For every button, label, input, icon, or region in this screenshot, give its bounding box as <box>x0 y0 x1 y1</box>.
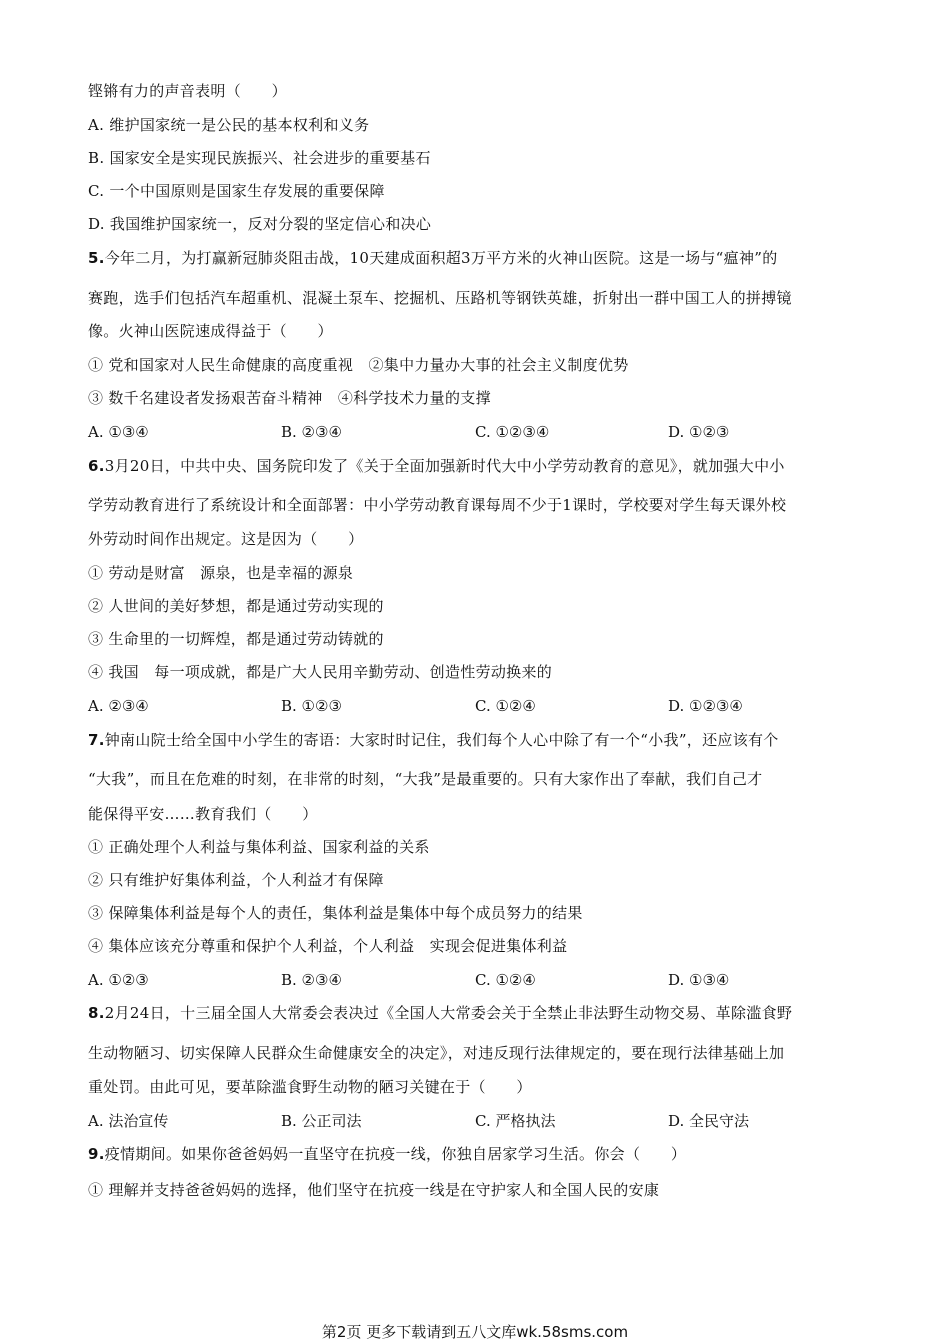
q5-statement-1: ① 党和国家对人民生命健康的高度重视 ②集中力量办大事的社会主义制度优势 <box>88 356 629 374</box>
q6-choice-c: C. ①②④ <box>475 697 536 715</box>
q9-statement-1: ① 理解并支持爸爸妈妈的选择，他们坚守在抗疫一线是在守护家人和全国人民的安康 <box>88 1181 660 1199</box>
q5-stem-line-3: 像。火神山医院速成得益于（ ） <box>88 322 333 340</box>
q4-option-c: C. 一个中国原则是国家生存发展的重要保障 <box>88 182 385 200</box>
q6-statement-4: ④ 我国 每一项成就，都是广大人民用辛勤劳动、创造性劳动换来的 <box>88 663 553 681</box>
q7-choice-b: B. ②③④ <box>281 971 342 989</box>
q9-number: 9. <box>88 1145 105 1163</box>
q7-stem-line-1: 7.钟南山院士给全国中小学生的寄语：大家时时记住，我们每个人心中除了有一个“小我”，还应该有个 <box>88 731 779 749</box>
q9-stem-line-1: 9.疫情期间。如果你爸爸妈妈一直坚守在抗疫一线，你独自居家学习生活。你会（ ） <box>88 1145 687 1163</box>
q7-statement-3: ③ 保障集体利益是每个人的责任，集体利益是集体中每个成员努力的结果 <box>88 904 583 922</box>
q6-stem-line-1: 6.3月20日，中共中央、国务院印发了《关于全面加强新时代大中小学劳动教育的意见》，就加强大中小 <box>88 457 785 475</box>
q5-choice-b: B. ②③④ <box>281 423 342 441</box>
q6-choice-d: D. ①②③④ <box>668 697 743 715</box>
q6-statement-3: ③ 生命里的一切辉煌，都是通过劳动铸就的 <box>88 630 384 648</box>
q5-choice-c: C. ①②③④ <box>475 423 550 441</box>
q6-choice-b: B. ①②③ <box>281 697 342 715</box>
q6-statement-1: ① 劳动是财富 源泉，也是幸福的源泉 <box>88 564 354 582</box>
q7-stem-line-3: 能保得平安……教育我们（ ） <box>88 805 318 823</box>
page-footer: 第2页 更多下载请到五八文库wk.58sms.com <box>321 1323 629 1341</box>
q7-choice-a: A. ①②③ <box>88 971 149 989</box>
q4-option-a: A. 维护国家统一是公民的基本权利和义务 <box>88 116 370 134</box>
q5-statement-2: ③ 数千名建设者发扬艰苦奋斗精神 ④科学技术力量的支撑 <box>88 389 491 407</box>
q6-stem-line-3: 外劳动时间作出规定。这是因为（ ） <box>88 530 364 548</box>
q4-stem-tail: 铿锵有力的声音表明（ ） <box>88 82 287 100</box>
q8-choice-c: C. 严格执法 <box>475 1112 556 1130</box>
q8-number: 8. <box>88 1004 105 1022</box>
q5-choice-a: A. ①③④ <box>88 423 149 441</box>
q7-statement-1: ① 正确处理个人利益与集体利益、国家利益的关系 <box>88 838 430 856</box>
q7-choice-c: C. ①②④ <box>475 971 536 989</box>
q4-option-b: B. 国家安全是实现民族振兴、社会进步的重要基石 <box>88 149 431 167</box>
q4-option-d: D. 我国维护国家统一，反对分裂的坚定信心和决心 <box>88 215 432 233</box>
q8-choice-d: D. 全民守法 <box>668 1112 750 1130</box>
q6-statement-2: ② 人世间的美好梦想，都是通过劳动实现的 <box>88 597 384 615</box>
q5-choices <box>88 422 868 442</box>
q8-choice-a: A. 法治宣传 <box>88 1112 169 1130</box>
q7-choices <box>88 970 868 990</box>
q5-stem-line-2: 赛跑，选手们包括汽车超重机、混凝土泵车、挖掘机、压路机等钢铁英雄，折射出一群中国工人的拼搏镜 <box>88 289 792 307</box>
q6-number: 6. <box>88 457 105 475</box>
q8-stem-line-1: 8.2月24日，十三届全国人大常委会表决过《全国人大常委会关于全禁止非法野生动物交易、革除滥食野 <box>88 1004 793 1022</box>
q8-choice-b: B. 公正司法 <box>281 1112 362 1130</box>
q5-number: 5. <box>88 249 105 267</box>
q7-choice-d: D. ①③④ <box>668 971 730 989</box>
q8-stem-line-3: 重处罚。由此可见，要革除滥食野生动物的陋习关键在于（ ） <box>88 1078 532 1096</box>
q7-stem-line-2: “大我”，而且在危难的时刻，在非常的时刻，“大我”是最重要的。只有大家作出了奉献，我们自己才 <box>88 770 763 788</box>
q6-choice-a: A. ②③④ <box>88 697 149 715</box>
q7-number: 7. <box>88 731 105 749</box>
q8-choices <box>88 1111 868 1131</box>
q6-stem-line-2: 学劳动教育进行了系统设计和全面部署：中小学劳动教育课每周不少于1课时，学校要对学生每天课外校 <box>88 496 787 514</box>
q6-choices <box>88 696 868 716</box>
q7-statement-4: ④ 集体应该充分尊重和保护个人利益，个人利益 实现会促进集体利益 <box>88 937 568 955</box>
q5-choice-d: D. ①②③ <box>668 423 730 441</box>
q5-stem-line-1: 5.今年二月，为打赢新冠肺炎阻击战，10天建成面积超3万平方米的火神山医院。这是一场与“瘟神”的 <box>88 249 778 267</box>
q8-stem-line-2: 生动物陋习、切实保障人民群众生命健康安全的决定》，对违反现行法律规定的，要在现行法律基础上加 <box>88 1044 785 1062</box>
q7-statement-2: ② 只有维护好集体利益，个人利益才有保障 <box>88 871 384 889</box>
